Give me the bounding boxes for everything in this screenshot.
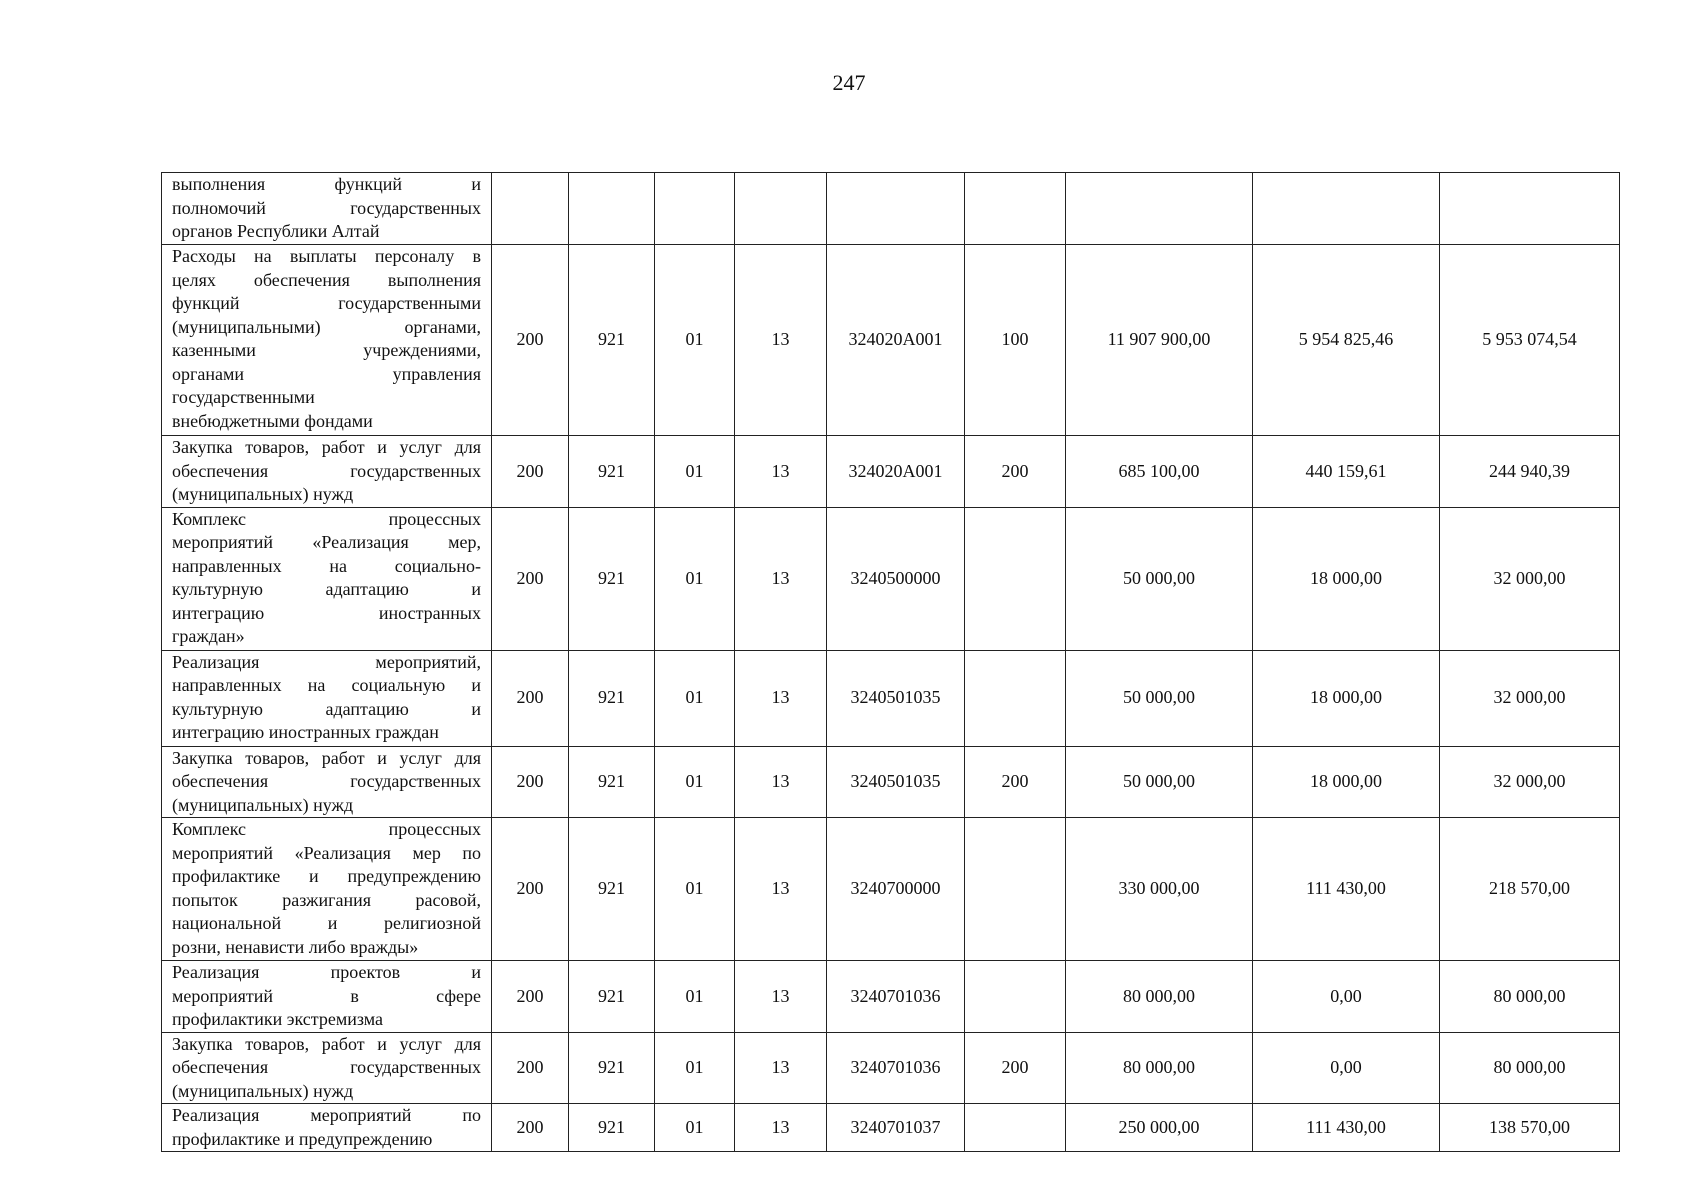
- executed-amount-cell: 18 000,00: [1253, 650, 1440, 746]
- description-cell: [162, 1032, 492, 1104]
- table-row: [162, 746, 1620, 818]
- description-line: культурную адаптацию и: [172, 698, 481, 719]
- subchapter-code-cell: 13: [735, 436, 827, 508]
- description-line: функций государственными: [172, 293, 481, 313]
- subchapter-code-cell: [735, 173, 827, 245]
- budget-table-body: [162, 173, 1620, 1152]
- section-code-cell: 200: [492, 436, 569, 508]
- expense-type-cell: [965, 1104, 1066, 1152]
- description-line: (муниципальных) нужд: [172, 794, 354, 815]
- ministry-code-cell: [569, 173, 655, 245]
- chapter-code-cell: 01: [655, 507, 735, 650]
- description-cell: [162, 650, 492, 746]
- section-code-cell: 200: [492, 650, 569, 746]
- description-line: (муниципальных) нужд: [172, 1080, 354, 1101]
- remaining-amount-cell: 244 940,39: [1440, 436, 1620, 508]
- chapter-code-cell: 01: [655, 818, 735, 961]
- target-article-cell: 3240701036: [827, 961, 965, 1033]
- approved-amount-cell: 50 000,00: [1066, 650, 1253, 746]
- section-code-cell: 200: [492, 1032, 569, 1104]
- table-row: [162, 436, 1620, 508]
- ministry-code-cell: 921: [569, 746, 655, 818]
- expense-type-cell: [965, 650, 1066, 746]
- remaining-amount-cell: 32 000,00: [1440, 746, 1620, 818]
- description-line: выполнения функций и: [172, 174, 481, 194]
- chapter-code-cell: 01: [655, 245, 735, 436]
- description-line: казенными учреждениями,: [172, 340, 481, 360]
- ministry-code-cell: 921: [569, 818, 655, 961]
- description-line: органами управления: [172, 363, 481, 384]
- executed-amount-cell: 440 159,61: [1253, 436, 1440, 508]
- description-line: национальной и религиозной: [172, 913, 481, 933]
- chapter-code-cell: 01: [655, 1104, 735, 1152]
- description-line: государственными: [172, 387, 315, 407]
- description-line: обеспечения государственных: [172, 1057, 481, 1077]
- subchapter-code-cell: 13: [735, 961, 827, 1033]
- target-article-cell: 3240501035: [827, 650, 965, 746]
- target-article-cell: 324020А001: [827, 245, 965, 436]
- expense-type-cell: [965, 818, 1066, 961]
- remaining-amount-cell: 32 000,00: [1440, 650, 1620, 746]
- description-cell: [162, 507, 492, 650]
- expense-type-cell: 200: [965, 1032, 1066, 1104]
- description-cell: [162, 436, 492, 508]
- expense-type-cell: [965, 173, 1066, 245]
- description-line: обеспечения государственных: [172, 460, 481, 481]
- description-line: (муниципальными) органами,: [172, 316, 481, 337]
- description-line: Реализация проектов и: [172, 962, 481, 982]
- ministry-code-cell: 921: [569, 1104, 655, 1152]
- table-row: [162, 245, 1620, 436]
- description-line: направленных на социально-: [172, 555, 481, 576]
- target-article-cell: 3240700000: [827, 818, 965, 961]
- expense-type-cell: 200: [965, 746, 1066, 818]
- target-article-cell: [827, 173, 965, 245]
- chapter-code-cell: 01: [655, 436, 735, 508]
- approved-amount-cell: 250 000,00: [1066, 1104, 1253, 1152]
- description-line: профилактике и предупреждению: [172, 1128, 433, 1149]
- chapter-code-cell: [655, 173, 735, 245]
- chapter-code-cell: 01: [655, 746, 735, 818]
- executed-amount-cell: 0,00: [1253, 1032, 1440, 1104]
- section-code-cell: 200: [492, 746, 569, 818]
- section-code-cell: 200: [492, 507, 569, 650]
- approved-amount-cell: 50 000,00: [1066, 507, 1253, 650]
- table-row: [162, 650, 1620, 746]
- chapter-code-cell: 01: [655, 961, 735, 1033]
- chapter-code-cell: 01: [655, 1032, 735, 1104]
- target-article-cell: 324020А001: [827, 436, 965, 508]
- description-cell: [162, 818, 492, 961]
- description-line: целях обеспечения выполнения: [172, 269, 481, 290]
- description-cell: [162, 961, 492, 1033]
- description-cell: [162, 1104, 492, 1152]
- description-line: мероприятий в сфере: [172, 985, 481, 1006]
- ministry-code-cell: 921: [569, 1032, 655, 1104]
- expense-type-cell: [965, 507, 1066, 650]
- subchapter-code-cell: 13: [735, 1104, 827, 1152]
- ministry-code-cell: 921: [569, 436, 655, 508]
- description-line: попыток разжигания расовой,: [172, 889, 481, 910]
- description-line: полномочий государственных: [172, 197, 481, 218]
- description-line: Реализация мероприятий,: [172, 651, 481, 672]
- remaining-amount-cell: 5 953 074,54: [1440, 245, 1620, 436]
- description-line: мероприятий «Реализация мер,: [172, 532, 481, 552]
- description-line: Расходы на выплаты персоналу в: [172, 246, 481, 266]
- description-line: органов Республики Алтай: [172, 221, 380, 241]
- table-row: [162, 507, 1620, 650]
- description-line: розни, ненависти либо вражды»: [172, 936, 419, 957]
- section-code-cell: 200: [492, 961, 569, 1033]
- remaining-amount-cell: 80 000,00: [1440, 1032, 1620, 1104]
- ministry-code-cell: 921: [569, 650, 655, 746]
- approved-amount-cell: 50 000,00: [1066, 746, 1253, 818]
- description-line: Комплекс процессных: [172, 819, 481, 839]
- expense-type-cell: 100: [965, 245, 1066, 436]
- remaining-amount-cell: 80 000,00: [1440, 961, 1620, 1033]
- remaining-amount-cell: 32 000,00: [1440, 507, 1620, 650]
- approved-amount-cell: 330 000,00: [1066, 818, 1253, 961]
- ministry-code-cell: 921: [569, 961, 655, 1033]
- description-line: направленных на социальную и: [172, 675, 481, 695]
- approved-amount-cell: 80 000,00: [1066, 961, 1253, 1033]
- target-article-cell: 3240501035: [827, 746, 965, 818]
- remaining-amount-cell: [1440, 173, 1620, 245]
- executed-amount-cell: 111 430,00: [1253, 1104, 1440, 1152]
- description-line: Комплекс процессных: [172, 508, 481, 529]
- description-line: внебюджетными фондами: [172, 410, 373, 431]
- description-line: Закупка товаров, работ и услуг для: [172, 747, 481, 768]
- page-number: 247: [832, 70, 866, 95]
- executed-amount-cell: 18 000,00: [1253, 746, 1440, 818]
- target-article-cell: 3240500000: [827, 507, 965, 650]
- approved-amount-cell: 11 907 900,00: [1066, 245, 1253, 436]
- description-line: профилактики экстремизма: [172, 1009, 384, 1029]
- approved-amount-cell: 80 000,00: [1066, 1032, 1253, 1104]
- description-line: Закупка товаров, работ и услуг для: [172, 437, 481, 457]
- target-article-cell: 3240701037: [827, 1104, 965, 1152]
- section-code-cell: 200: [492, 245, 569, 436]
- table-row: [162, 173, 1620, 245]
- section-code-cell: [492, 173, 569, 245]
- executed-amount-cell: 111 430,00: [1253, 818, 1440, 961]
- table-row: [162, 1032, 1620, 1104]
- chapter-code-cell: 01: [655, 650, 735, 746]
- ministry-code-cell: 921: [569, 245, 655, 436]
- description-line: граждан»: [172, 626, 245, 646]
- description-cell: [162, 245, 492, 436]
- executed-amount-cell: 18 000,00: [1253, 507, 1440, 650]
- executed-amount-cell: 5 954 825,46: [1253, 245, 1440, 436]
- subchapter-code-cell: 13: [735, 818, 827, 961]
- description-cell: [162, 746, 492, 818]
- description-line: обеспечения государственных: [172, 771, 481, 791]
- section-code-cell: 200: [492, 1104, 569, 1152]
- description-line: культурную адаптацию и: [172, 579, 481, 599]
- executed-amount-cell: 0,00: [1253, 961, 1440, 1033]
- description-line: мероприятий «Реализация мер по: [172, 842, 481, 863]
- budget-table: [161, 172, 1620, 1152]
- section-code-cell: 200: [492, 818, 569, 961]
- target-article-cell: 3240701036: [827, 1032, 965, 1104]
- approved-amount-cell: 685 100,00: [1066, 436, 1253, 508]
- approved-amount-cell: [1066, 173, 1253, 245]
- description-line: интеграцию иностранных: [172, 602, 481, 623]
- description-line: интеграцию иностранных граждан: [172, 722, 439, 742]
- table-row: [162, 1104, 1620, 1152]
- description-line: Закупка товаров, работ и услуг для: [172, 1033, 481, 1054]
- expense-type-cell: 200: [965, 436, 1066, 508]
- subchapter-code-cell: 13: [735, 650, 827, 746]
- subchapter-code-cell: 13: [735, 746, 827, 818]
- description-cell: [162, 173, 492, 245]
- description-line: Реализация мероприятий по: [172, 1105, 481, 1125]
- ministry-code-cell: 921: [569, 507, 655, 650]
- description-line: профилактике и предупреждению: [172, 866, 481, 886]
- expense-type-cell: [965, 961, 1066, 1033]
- executed-amount-cell: [1253, 173, 1440, 245]
- remaining-amount-cell: 138 570,00: [1440, 1104, 1620, 1152]
- remaining-amount-cell: 218 570,00: [1440, 818, 1620, 961]
- table-row: [162, 818, 1620, 961]
- subchapter-code-cell: 13: [735, 507, 827, 650]
- table-row: [162, 961, 1620, 1033]
- subchapter-code-cell: 13: [735, 1032, 827, 1104]
- description-line: (муниципальных) нужд: [172, 484, 354, 504]
- subchapter-code-cell: 13: [735, 245, 827, 436]
